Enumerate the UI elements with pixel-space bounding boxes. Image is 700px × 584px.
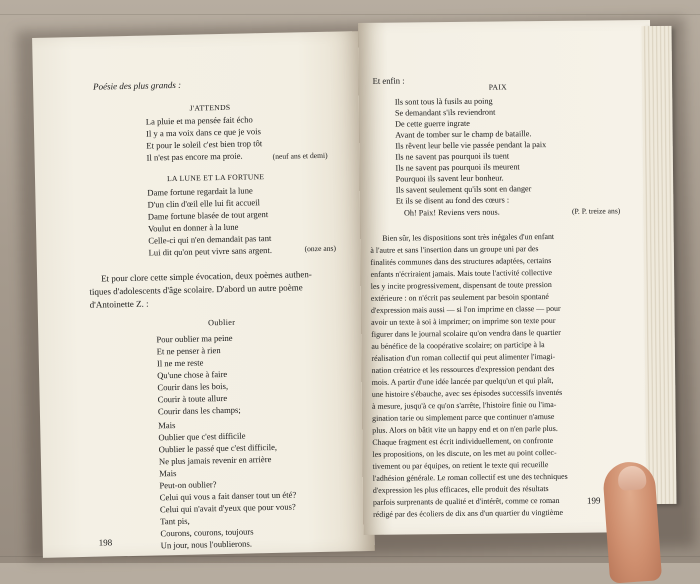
poem-line: Oublier le passé que c'est difficile, [158,441,278,455]
body-line: figurer dans le journal scolaire qu'on vendra dans le quartier [371,327,561,339]
paragraph-line: d'Antoinette Z. : [89,298,149,310]
body-line: au bénéfice de la coopérative scolaire; on participe à la [371,340,545,351]
poem-line: Avant de tomber sur le champ de bataille. [395,129,532,140]
poem-line: Courir à toute allure [157,392,228,405]
body-line: plus. Alors on bâtit vite un happy end et on n'en parle plus. [372,423,558,435]
poem1-credit: (neuf ans et demi) [272,150,328,161]
body-line: rédigé par des écoliers de dix ans d'un quartier du vingtième [373,507,564,519]
poem-line: Ils rêvent leur belle vie passée pendant la paix [395,140,547,151]
poem-line: Et pour le soleil c'est bien trop tôt [146,138,263,151]
poem-line: Qu'une chose à faire [157,368,228,381]
body-line: tivement ou par équipes, on retient le texte qui recueille [372,460,549,471]
poem-line: Et ils se disent au fond des cœurs : [395,195,510,206]
paragraph-line: tiques d'adolescents d'âge scolaire. D'abord un autre poème [89,282,303,297]
poem-line: Se demandant s'ils reviendront [394,107,496,118]
poem-line: Ils ne savent pas pourquoi ils meurent [395,162,520,173]
left-header: Poésie des plus grands : [93,79,182,92]
body-line: réalisation d'un roman collectif qui peut alimenter l'imagi- [371,351,556,363]
poem-line: Un jour, nous l'oublierons. [160,538,253,551]
poem-line: Courir dans les champs; [157,404,241,417]
poem-line: Peut-on oublier? [159,479,217,491]
poem-line: Ils savent seulement qu'ils sont en danger [395,184,532,195]
poem3-title: Oublier [207,317,236,328]
poem-line: Celle-ci qui n'en demandait pas tant [148,232,272,246]
body-line: nation créatrice et les ressources d'expression pendant des [371,363,555,375]
poem-line: Dame fortune blasée de tout argent [147,209,269,222]
body-line: extérieure : on n'écrit pas seulement par besoin spontané [370,292,549,303]
poem-credit: (P. P. treize ans) [571,206,621,216]
poem-line: Tant pis, [160,515,190,527]
poem-line: Celui qui n'avait d'yeux que pour vous? [159,501,296,515]
poem-line: Ne plus jamais revenir en arrière [158,454,272,467]
right-page [358,20,655,535]
poem-line: Pourquoi ils savent leur bonheur. [395,173,504,184]
poem-line: Mais [158,420,176,431]
poem-line: Lui dit qu'on peut vivre sans argent. [148,244,273,258]
body-line: d'expression mais aussi — si l'on imprime en classe — pour [370,303,561,315]
poem-line: Il ne me reste [156,357,204,369]
body-line: Bien sûr, les dispositions sont très inégales d'un enfant [382,231,555,243]
poem2-title: LA LUNE ET LA FORTUNE [166,172,265,184]
poem-last-line: Oh! Paix! Reviens vers nous. [403,207,500,218]
poem-line: Oublier que c'est difficile [158,430,246,443]
poem-line: Courons, courons, toujours [160,526,254,539]
poem2-credit: (onze ans) [304,243,337,254]
body-line: enfants n'écriraient jamais. Mais toute l'activité collective [370,267,553,279]
poem-title: PAIX [488,82,507,92]
poem-line: De cette guerre ingrate [395,118,470,129]
body-line: à mesure, jusqu'à ce qu'on s'arrête, l'histoire finie ou l'ima- [371,399,557,411]
body-line: mois. A partir d'une idée lancée par quelqu'un et qui plaît, [371,375,554,387]
poem-line: Courir dans les bois, [157,380,229,393]
poem-line: Mais [159,468,177,479]
right-header: Et enfin : [372,75,405,86]
poem-line: Et ne penser à rien [156,345,221,357]
poem-line: Il n'est pas encore ma proie. [146,150,243,163]
body-line: avoir un texte à soi à imprimer; on imprime son texte pour [371,315,556,327]
poem-line: D'un clin d'œil elle lui fit accueil [147,197,261,210]
page-edges [641,26,676,504]
poem-line: La pluie et ma pensée fait écho [145,114,253,127]
body-line: à l'autre et sans l'insertion dans un groupe uni par des [370,244,539,255]
body-line: une histoire s'ébauche, avec ses épisodes successifs inventés [371,387,563,399]
paragraph-line: Et pour clore cette simple évocation, deux poèmes authen- [101,269,312,284]
body-line: gination tarie ou simplement parce que continuer n'amuse [372,411,555,423]
body-line: les y incite progressivement, dispensant de toute pression [370,279,552,291]
poem-line: Il y a ma voix dans ce que je vois [145,126,261,139]
poem-line: Dame fortune regardait la lune [147,185,253,198]
body-line: finalités communes dans des structures adaptées, certains [370,255,552,267]
body-line: l'adhésion générale. Le roman collectif est une des techniques [372,471,568,483]
poem-line: Pour oublier ma peine [156,332,233,345]
poem1-title: J'ATTENDS [189,102,231,113]
page-number-left: 198 [98,537,113,548]
body-line: d'expression les plus efficaces, elle produit des résultats [372,484,549,495]
body-line: parfois surprenants de qualité et d'intérêt, comme ce roman [372,495,560,507]
page-number-right: 199 [586,495,601,506]
left-page [32,31,375,558]
poem-line: Voulut en donner à la lune [147,221,239,234]
poem-line: Celui qui vous a fait danser tout un été? [159,489,297,503]
body-line: les propositions, on les discute, on les met au point collec- [372,447,557,459]
poem-line: Ils sont tous là fusils au poing [394,96,493,107]
body-line: Chaque fragment est écrit individuellement, on confronte [372,435,554,447]
poem-line: Ils ne savent pas pourquoi ils tuent [395,151,510,162]
